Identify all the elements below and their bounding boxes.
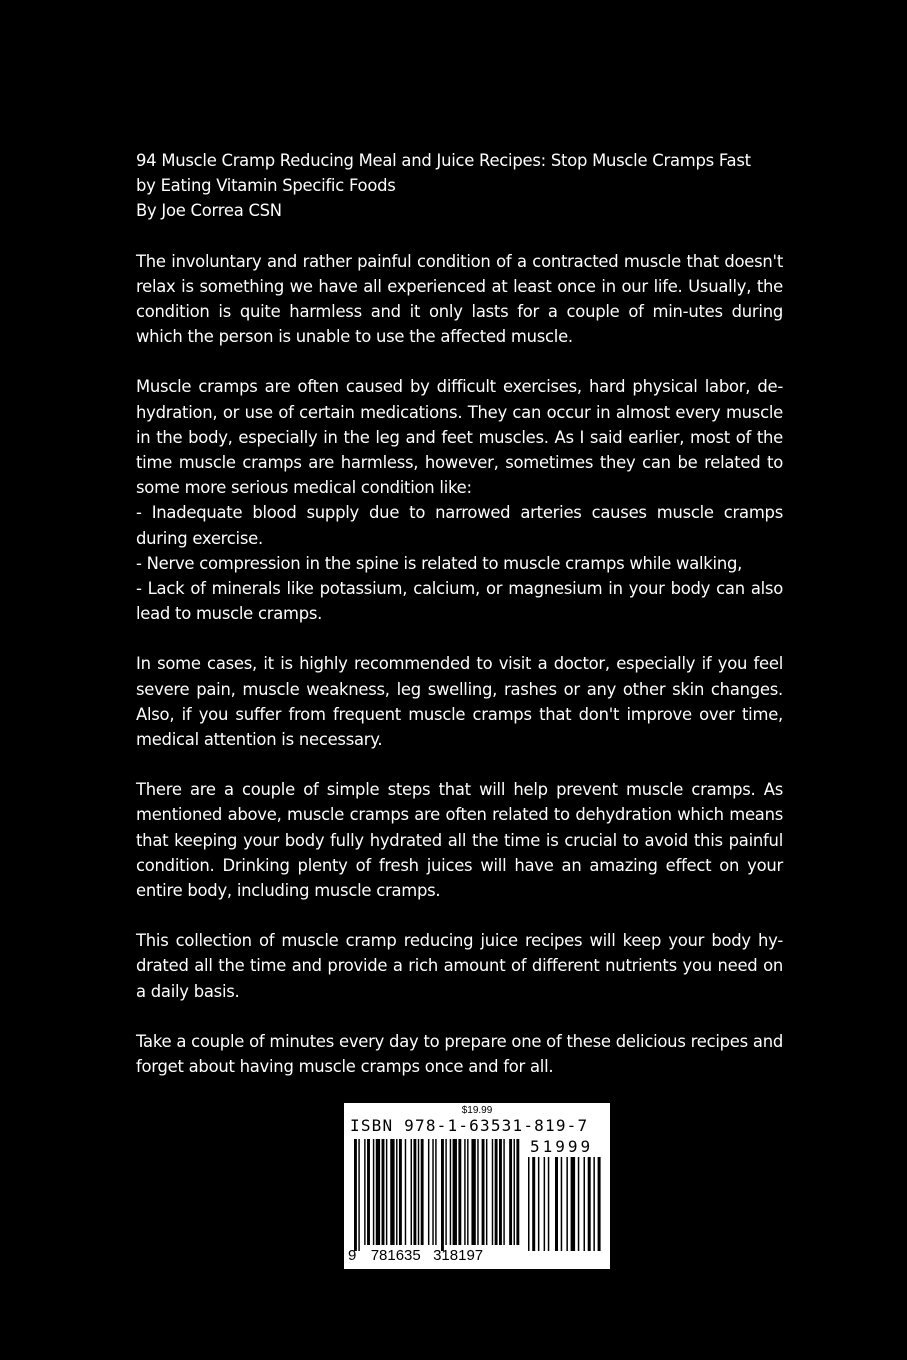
ean-right-group: 318197 <box>433 1247 484 1264</box>
book-title-line1: 94 Muscle Cramp Reducing Meal and Juice Recipes: Stop Muscle Cramps Fast <box>136 151 751 170</box>
barcode-bar <box>435 1139 436 1245</box>
barcode-bar <box>503 1139 504 1245</box>
book-title-block <box>136 148 783 224</box>
addon-bar <box>588 1157 591 1251</box>
barcode-bar <box>376 1139 380 1245</box>
barcode-bar <box>467 1139 468 1245</box>
book-author: By Joe Correa CSN <box>136 201 282 221</box>
addon-bar <box>532 1157 535 1251</box>
barcode-bar <box>516 1139 519 1245</box>
barcode-bar <box>486 1139 487 1245</box>
barcode-bar <box>405 1139 406 1245</box>
addon-bar <box>593 1157 595 1251</box>
barcode-bar <box>495 1139 498 1245</box>
addon-bar <box>544 1157 546 1251</box>
barcode-bar <box>514 1139 515 1245</box>
book-title-line2: by Eating Vitamin Specific Foods <box>136 176 396 196</box>
addon-bar <box>571 1157 576 1251</box>
addon-bar <box>566 1157 568 1251</box>
paragraph-collection: This collection of muscle cramp reducing juice recipes will keep your body hy-drated all the time and provide a rich amount of different nutrients you need on a daily basis. <box>136 931 783 1001</box>
addon-bar <box>555 1157 558 1251</box>
paragraph-causes-block <box>136 374 783 626</box>
addon-bar <box>548 1157 550 1251</box>
paragraph-prevention: There are a couple of simple steps that will help prevent muscle cramps. As mentioned above, muscle cramps are often related to dehydration which means that keeping your body fully hydrated all the time is crucial to avoid this painful condition. Drinking plenty of fresh juices will have an amazing effect on your entire body, including muscle cramps. <box>136 780 783 901</box>
list-item-minerals: - Lack of minerals like potassium, calcium, or magnesium in your body can also lead to muscle cramps. <box>136 579 783 624</box>
addon-code: 51999 <box>530 1137 594 1156</box>
barcode-bar <box>482 1139 485 1245</box>
isbn-label: ISBN 978-1-63531-819-7 <box>350 1116 589 1135</box>
addon-bar <box>578 1157 580 1251</box>
barcode-bar <box>445 1139 446 1245</box>
ean-first-digit: 9 <box>348 1247 357 1264</box>
addon-bar <box>538 1157 540 1251</box>
barcode-bar <box>471 1139 475 1245</box>
ean-left-group: 781635 <box>370 1247 421 1264</box>
barcode-bar <box>432 1139 433 1245</box>
barcode-bar <box>458 1139 461 1245</box>
addon-bar <box>598 1157 601 1251</box>
barcode-bars <box>344 1103 610 1269</box>
paragraph-doctor: In some cases, it is highly recommended to visit a doctor, especially if you feel severe pain, muscle weakness, leg swelling, rashes or any other skin changes. Also, if you suffer from frequent muscle cramps that don't improve over time, medical attention is necessary. <box>136 654 783 750</box>
barcode-bar <box>411 1139 412 1245</box>
ean-digits <box>348 1247 483 1264</box>
barcode-bar <box>450 1139 451 1245</box>
barcode-bar <box>358 1139 359 1251</box>
barcode-bar <box>390 1139 394 1245</box>
barcode-bar <box>509 1139 512 1245</box>
addon-bar <box>528 1157 530 1251</box>
barcode-bar <box>499 1139 502 1245</box>
barcode-bar <box>428 1139 429 1245</box>
price-label: $19.99 <box>461 1105 493 1116</box>
barcode-bar <box>464 1139 465 1245</box>
barcode-bar <box>399 1139 402 1245</box>
barcode-bar <box>382 1139 385 1245</box>
paragraph-causes: Muscle cramps are often caused by difficult exercises, hard physical labor, de-hydration, or use of certain medications. They can occur in almost every muscle in the body, especially in the leg and feet muscles. As I said earlier, most of the time muscle cramps are harmless, however, sometimes they can be related to some more serious medical condition like: <box>136 377 783 498</box>
addon-bar <box>561 1157 563 1251</box>
barcode-bar <box>418 1139 419 1245</box>
barcode-bar <box>386 1139 387 1245</box>
list-item-nerve-compression: - Nerve compression in the spine is related to muscle cramps while walking, <box>136 553 743 573</box>
isbn-barcode <box>344 1103 610 1269</box>
list-item-blood-supply: - Inadequate blood supply due to narrowed arteries causes muscle cramps during exercise. <box>136 503 783 548</box>
barcode-bar <box>396 1139 397 1245</box>
barcode-bar <box>441 1139 444 1251</box>
barcode-bar <box>413 1139 416 1245</box>
barcode-bar <box>453 1139 457 1245</box>
barcode-bar <box>354 1139 357 1251</box>
barcode-bar <box>477 1139 478 1245</box>
barcode-bar <box>373 1139 374 1245</box>
addon-bar <box>584 1157 586 1251</box>
barcode-bar <box>421 1139 424 1245</box>
barcode-bar <box>492 1139 493 1245</box>
barcode-bar <box>367 1139 370 1245</box>
barcode-bar <box>364 1139 365 1245</box>
cover-text <box>136 148 783 1079</box>
paragraph-intro: The involuntary and rather painful condition of a contracted muscle that doesn't relax is something we have all experienced at least once in our life. Usually, the condition is quite harmless and it only lasts for a couple of min-utes during which the person is unable to use the affected muscle. <box>136 251 783 347</box>
paragraph-closing: Take a couple of minutes every day to prepare one of these delicious recipes and forget about having muscle cramps once and for all. <box>136 1031 783 1077</box>
